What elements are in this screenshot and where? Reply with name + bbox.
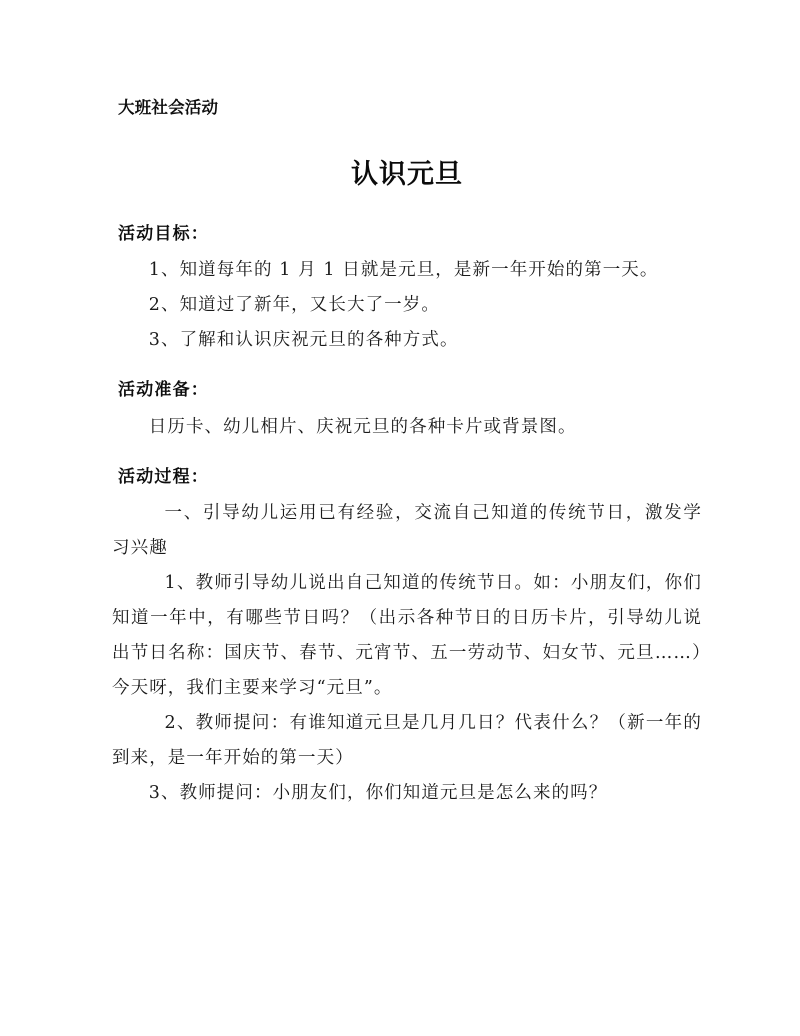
preparation-item-1: 日历卡、幼儿相片、庆祝元旦的各种卡片或背景图。 bbox=[148, 416, 577, 437]
section-heading-process: 活动过程： bbox=[118, 466, 209, 487]
document-content bbox=[112, 96, 702, 811]
section-heading-preparation: 活动准备： bbox=[118, 380, 209, 401]
section-heading-goals: 活动目标： bbox=[118, 223, 209, 244]
process-item-3: 3、教师提问：小朋友们，你们知道元旦是怎么来的吗？ bbox=[148, 783, 608, 804]
process-item-intro: 一、引导幼儿运用已有经验，交流自己知道的传统节日，激发学习兴趣 bbox=[112, 503, 702, 559]
goal-item-1: 1、知道每年的 1 月 1 日就是元旦，是新一年开始的第一天。 bbox=[148, 260, 659, 281]
goal-item-2: 2、知道过了新年，又长大了一岁。 bbox=[148, 295, 440, 316]
process-item-1: 1、教师引导幼儿说出自己知道的传统节日。如：小朋友们，你们知道一年中，有哪些节日吗？（出示各种节日的日历卡片，引导幼儿说出节日名称：国庆节、春节、元宵节、五一劳动节、妇女节、元旦……）今天呀，我们主要来学习“元旦”。 bbox=[112, 573, 702, 699]
section-activity-preparation bbox=[112, 378, 702, 445]
goal-item-3: 3、了解和认识庆祝元旦的各种方式。 bbox=[148, 330, 459, 351]
page-title: 认识元旦 bbox=[351, 158, 463, 190]
process-item-2: 2、教师提问：有谁知道元旦是几月几日？代表什么？（新一年的到来，是一年开始的第一天） bbox=[112, 713, 702, 769]
section-activity-process bbox=[112, 465, 702, 812]
document-kicker: 大班社会活动 bbox=[118, 98, 219, 117]
section-activity-goals bbox=[112, 222, 702, 359]
